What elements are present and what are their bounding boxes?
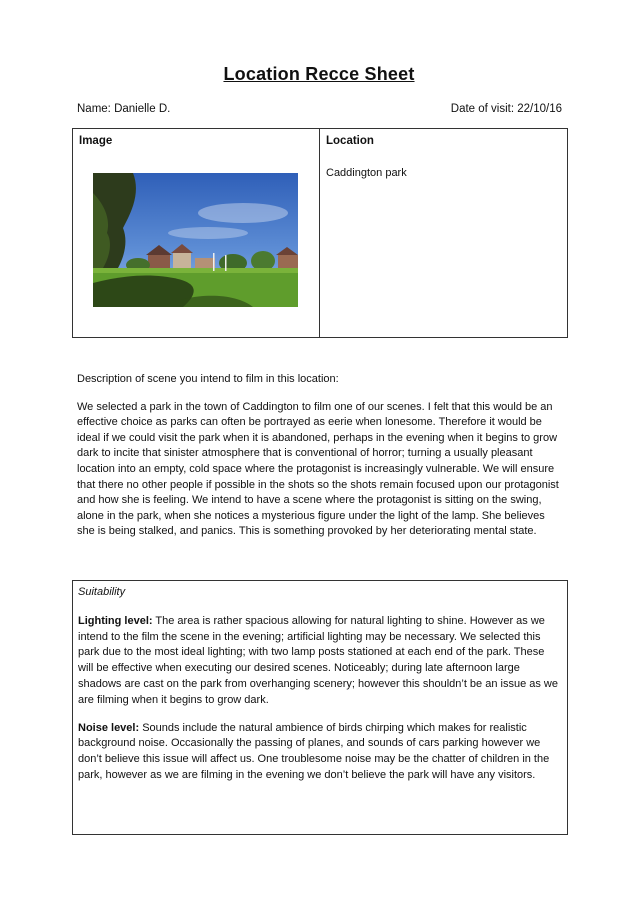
suitability-heading: Suitability [78, 586, 126, 598]
noise-text: Sounds include the natural ambience of birds chirping which makes for realistic background noise. Occasionally the passing of planes, and sounds of cars parking however we don’t believe this issue will affect us. One troublesome noise may be the chatter of children in the park, however as we are filming in the evening we don’t believe the park will have any visitors. [78, 721, 550, 781]
scene-description [77, 372, 561, 552]
noise-label: Noise level: [78, 721, 140, 734]
location-value: Caddington park [326, 167, 407, 179]
noise-paragraph [78, 721, 562, 784]
image-header: Image [79, 135, 113, 147]
description-body: We selected a park in the town of Caddington to film one of our scenes. I felt that this would be an effective choice as parks can often be portrayed as eerie when lonesome. Therefore it would be ideal if we could visit the park when it is abandoned, perhaps in the evening when it begins to grow dark to incite that sinister atmosphere that is conventional of horror; turning a usually pleasant location into an empty, cold space where the protagonist is increasingly vulnerable. We will ensure that there no other people if possible in the shots so the shots remain focused upon our protagonist and how she is feeling. We intend to have a scene where the protagonist is sitting on the swing, alone in the park, when she notices a mysterious figure under the light of the lamp. She believes she is being stalked, and panics. This is something provoked by her deteriorating mental state. [77, 400, 559, 538]
description-prompt: Description of scene you intend to film in this location: [77, 373, 339, 385]
location-header: Location [326, 135, 374, 147]
lighting-paragraph [78, 614, 562, 709]
suitability-box [72, 580, 568, 835]
park-photo [93, 173, 298, 307]
page-title: Location Recce Sheet [223, 64, 415, 84]
image-location-table [72, 128, 568, 338]
table-divider [319, 129, 320, 337]
lighting-text: The area is rather spacious allowing for natural lighting to shine. However as we intend to the film the scene in the evening; artificial lighting may be necessary. We selected this park due to the most ideal lighting; with two lamp posts stationed at each end of the park. These will be effective when executing our desired scenes. Noticeably; during late afternoon large shadows are cast on the park from overhanging scenery; however this shouldn’t be an issue as we are filming when it begins to grow dark. [78, 614, 558, 706]
name-field: Name: Danielle D. [77, 103, 171, 115]
park-photo-graphic [93, 173, 298, 307]
lighting-label: Lighting level: [78, 614, 153, 627]
date-of-visit: Date of visit: 22/10/16 [450, 103, 562, 115]
